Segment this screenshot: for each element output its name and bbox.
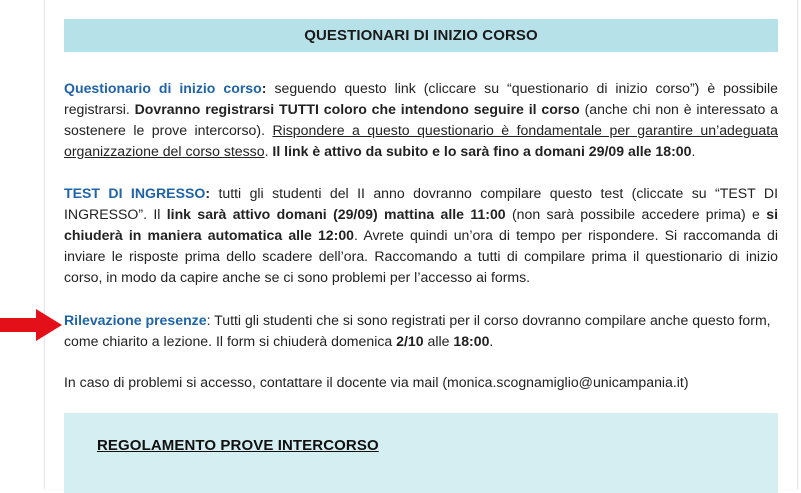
test-colon: :: [205, 185, 211, 201]
red-arrow-icon: [0, 309, 62, 341]
questionario-bold-2: Il link è attivo da subito e lo sarà fino a domani 29/09 alle 18:00: [272, 143, 692, 159]
questionario-text-1: seguendo questo link (cliccare su “questionario di inizio corso”) è possibile registrarsi.: [64, 80, 778, 117]
test-ingresso-link[interactable]: TEST DI INGRESSO: [64, 185, 206, 201]
rilevazione-paragraph: [64, 310, 778, 352]
test-paragraph: [64, 183, 778, 288]
questionario-text-3: .: [264, 143, 273, 159]
rilevazione-text-2: alle: [423, 333, 454, 349]
section-title: QUESTIONARI DI INIZIO CORSO: [304, 27, 538, 44]
questionario-paragraph: [64, 78, 778, 162]
rilevazione-text-3: .: [489, 333, 494, 349]
rilevazione-presenze-link[interactable]: Rilevazione presenze: [64, 312, 207, 328]
questionario-colon: :: [261, 80, 267, 96]
rilevazione-bold-2: 18:00: [453, 333, 490, 349]
questionario-text-4: .: [691, 143, 696, 159]
contatti-paragraph: In caso di problemi si accesso, contattare il docente via mail (monica.scognamiglio@unicampania.it): [64, 374, 689, 390]
questionario-underlined: Rispondere a questo questionario è fondamentale per garantire un’adeguata organizzazione del corso stesso: [64, 122, 778, 159]
questionario-bold-1: Dovranno registrarsi TUTTI coloro che intendono seguire il corso: [134, 101, 580, 117]
questionario-text-2: (anche chi non è interessato a sostenere le prove intercorso).: [64, 101, 778, 138]
test-bold-2: si chiuderà in maniera automatica alle 12:00: [64, 206, 778, 243]
test-text-1: tutti gli studenti del II anno dovranno compilare questo test (cliccate su “TEST DI INGRESSO”. Il: [64, 185, 779, 222]
test-bold-1: link sarà attivo domani (29/09) mattina alle 11:00: [166, 206, 506, 222]
section-header: [64, 19, 778, 52]
questionario-link[interactable]: Questionario di inizio corso: [64, 80, 262, 96]
rilevazione-bold-1: 2/10: [396, 333, 424, 349]
test-text-3: . Avrete quindi un’ora di tempo per rispondere. Si raccomanda di inviare le risposte prima dello scadere dell’ora. Raccomando a tutti di compilare prima il questionario di inizio corso, in modo da capire anche se ci sono problemi per l’accesso ai forms.: [64, 227, 778, 285]
test-text-2: (non sarà possibile accedere prima) e: [505, 206, 767, 222]
rilevazione-text-1: : Tutti gli studenti che si sono registrati per il corso dovranno compilare anche questo form, come chiarito a lezione. Il form si chiuderà domenica: [64, 312, 771, 349]
regolamento-title: REGOLAMENTO PROVE INTERCORSO: [97, 437, 379, 454]
